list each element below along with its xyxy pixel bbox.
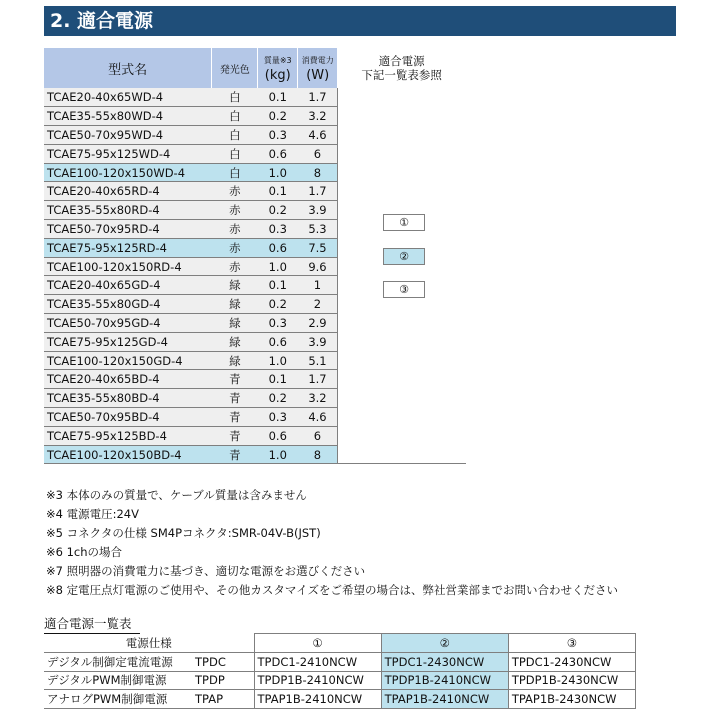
section-title: 2. 適合電源 [44,6,676,36]
model-cell: TCAE50-70x95RD-4 [44,220,212,239]
psu-spec-name: アナログPWM制御電源 [47,692,168,707]
power-cell: 6 [298,144,338,163]
color-cell: 緑 [212,295,258,314]
power-cell: 8 [298,163,338,182]
model-cell: TCAE35-55x80WD-4 [44,107,212,126]
color-cell: 青 [212,408,258,427]
note: ※6 1chの場合 [46,545,123,559]
model-cell: TCAE75-95x125RD-4 [44,238,212,257]
power-cell: 1.7 [298,88,338,107]
mass-cell: 0.3 [258,408,298,427]
model-cell: TCAE20-40x65WD-4 [44,88,212,107]
header-power-label: 消費電力 [301,56,334,65]
power-cell: 8 [298,445,338,464]
note: ※4 電源電圧:24V [46,507,139,521]
model-cell: TCAE75-95x125WD-4 [44,144,212,163]
psu-header-3: ③ [508,634,635,653]
table-row [44,671,636,690]
psu-spec-cell [44,671,254,690]
color-cell: 赤 [212,220,258,239]
table-row [44,690,636,709]
mass-cell: 1.0 [258,257,298,276]
mass-cell: 0.1 [258,88,298,107]
header-model: 型式名 [44,48,212,88]
psu-list-title: 適合電源一覧表 [44,614,140,634]
mass-cell: 0.1 [258,370,298,389]
mass-cell: 0.6 [258,144,298,163]
psu-list-table [44,633,636,709]
mass-cell: 0.2 [258,295,298,314]
psu-marker-3: ③ [383,281,425,298]
psu-model-cell: TPDP1B-2430NCW [508,671,635,690]
mass-cell: 0.2 [258,201,298,220]
psu-model-cell: TPDC1-2430NCW [381,652,508,671]
header-color: 発光色 [212,48,258,88]
model-cell: TCAE35-55x80RD-4 [44,201,212,220]
note: ※3 本体のみの質量で、ケーブル質量は含みません [46,488,307,502]
color-cell: 緑 [212,276,258,295]
power-cell: 3.9 [298,201,338,220]
note: ※5 コネクタの仕様 SM4Pコネクタ:SMR-04V-B(JST) [46,526,321,540]
model-cell: TCAE35-55x80GD-4 [44,295,212,314]
color-cell: 白 [212,88,258,107]
color-cell: 白 [212,126,258,145]
psu-model-cell: TPDC1-2430NCW [508,652,635,671]
color-cell: 緑 [212,351,258,370]
header-mass [258,48,298,88]
power-cell: 1.7 [298,370,338,389]
psu-column [338,88,466,464]
psu-model-cell: TPDC1-2410NCW [254,652,381,671]
header-psu-line1: 適合電源 [378,54,425,68]
mass-cell: 0.6 [258,426,298,445]
psu-marker-1: ① [383,214,425,231]
mass-cell: 0.3 [258,314,298,333]
color-cell: 緑 [212,332,258,351]
mass-cell: 0.6 [258,332,298,351]
mass-cell: 0.1 [258,182,298,201]
model-cell: TCAE75-95x125BD-4 [44,426,212,445]
model-cell: TCAE35-55x80BD-4 [44,389,212,408]
table-row [44,652,636,671]
psu-model-cell: TPAP1B-2410NCW [381,690,508,709]
mass-cell: 0.3 [258,126,298,145]
note: ※8 定電圧点灯電源のご使用や、その他カスタマイズをご希望の場合は、弊社営業部までお問い合わせください [46,583,619,597]
psu-spec-code: TPAP [195,692,224,707]
model-cell: TCAE20-40x65GD-4 [44,276,212,295]
color-cell: 白 [212,163,258,182]
model-cell: TCAE20-40x65BD-4 [44,370,212,389]
psu-header-spec: 電源仕様 [44,634,254,653]
model-cell: TCAE100-120x150BD-4 [44,445,212,464]
color-cell: 青 [212,389,258,408]
power-cell: 6 [298,426,338,445]
psu-model-cell: TPDP1B-2410NCW [254,671,381,690]
psu-marker-2: ② [383,248,425,265]
mass-cell: 1.0 [258,351,298,370]
psu-spec-code: TPDC [195,654,226,669]
header-mass-unit: (kg) [264,68,291,83]
color-cell: 白 [212,144,258,163]
color-cell: 白 [212,107,258,126]
power-cell: 9.6 [298,257,338,276]
psu-spec-cell [44,652,254,671]
color-cell: 赤 [212,201,258,220]
psu-model-cell: TPDP1B-2410NCW [381,671,508,690]
color-cell: 赤 [212,238,258,257]
model-cell: TCAE50-70x95GD-4 [44,314,212,333]
mass-cell: 0.1 [258,276,298,295]
color-cell: 赤 [212,182,258,201]
power-cell: 3.9 [298,332,338,351]
power-cell: 2 [298,295,338,314]
color-cell: 青 [212,426,258,445]
psu-spec-name: デジタル制御定電流電源 [47,654,173,669]
power-cell: 4.6 [298,408,338,427]
power-cell: 3.2 [298,107,338,126]
power-cell: 3.2 [298,389,338,408]
power-cell: 2.9 [298,314,338,333]
note: ※7 照明器の消費電力に基づき、適切な電源をお選びください [46,564,366,578]
header-power-unit: (W) [306,68,330,83]
table-row [44,88,466,107]
psu-list-header [44,634,636,653]
mass-cell: 1.0 [258,163,298,182]
color-cell: 青 [212,445,258,464]
power-cell: 1.7 [298,182,338,201]
mass-cell: 0.6 [258,238,298,257]
model-cell: TCAE100-120x150WD-4 [44,163,212,182]
spec-table-header [44,48,466,88]
header-psu [338,48,466,88]
psu-spec-code: TPDP [195,673,225,688]
model-cell: TCAE100-120x150RD-4 [44,257,212,276]
header-power [298,48,338,88]
psu-model-cell: TPAP1B-2430NCW [508,690,635,709]
model-cell: TCAE20-40x65RD-4 [44,182,212,201]
model-cell: TCAE50-70x95WD-4 [44,126,212,145]
psu-header-1: ① [254,634,381,653]
color-cell: 緑 [212,314,258,333]
power-cell: 4.6 [298,126,338,145]
psu-header-2: ② [381,634,508,653]
mass-cell: 0.2 [258,107,298,126]
mass-cell: 1.0 [258,445,298,464]
psu-model-cell: TPAP1B-2410NCW [254,690,381,709]
header-psu-line2: 下記一覧表参照 [361,68,442,82]
power-cell: 1 [298,276,338,295]
notes [46,486,618,600]
model-cell: TCAE75-95x125GD-4 [44,332,212,351]
power-cell: 5.3 [298,220,338,239]
mass-cell: 0.2 [258,389,298,408]
color-cell: 青 [212,370,258,389]
mass-cell: 0.3 [258,220,298,239]
psu-spec-cell [44,690,254,709]
model-cell: TCAE100-120x150GD-4 [44,351,212,370]
psu-spec-name: デジタルPWM制御電源 [47,673,167,688]
header-mass-label: 質量※3 [263,56,292,65]
power-cell: 5.1 [298,351,338,370]
color-cell: 赤 [212,257,258,276]
model-cell: TCAE50-70x95BD-4 [44,408,212,427]
power-cell: 7.5 [298,238,338,257]
